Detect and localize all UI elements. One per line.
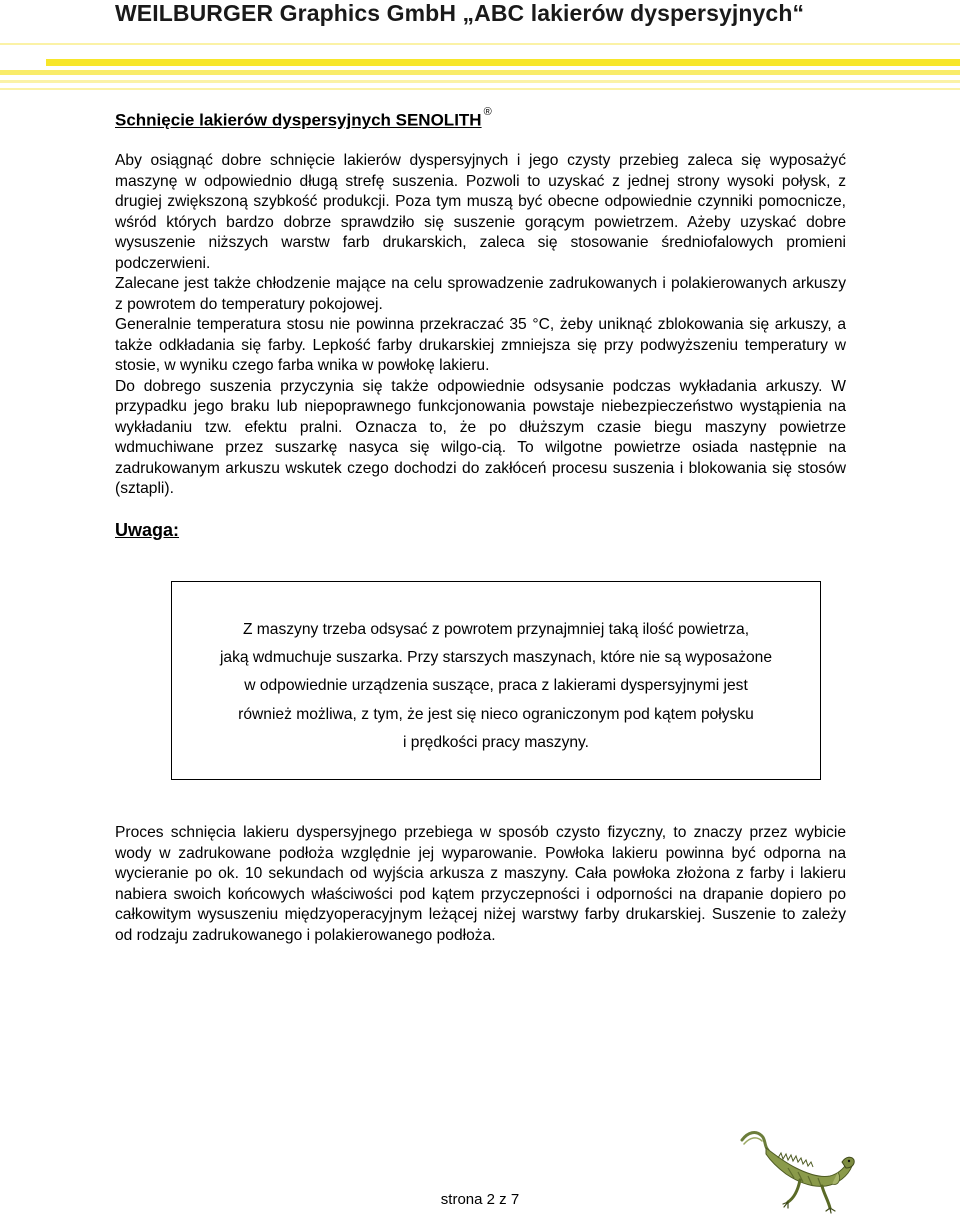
- note-line: również możliwa, z tym, że jest się nieco ograniczonym pod kątem połysku: [238, 705, 754, 723]
- section-body: [115, 151, 846, 500]
- paragraph-drying-zone: Aby osiągnąć dobre schnięcie lakierów dyspersyjnych i jego czysty przebieg zaleca się wyposażyć maszynę w odpowiednio długą strefę suszenia. Pozwoli to uzyskać z jednej strony wysoki połysk, z drugiej zwiększoną szybkość produkcji. Poza tym muszą być obecne odpowiednie czynniki pomocnicze, wśród których bardzo dobrze sprawdziło się suszenie gorącym powietrzem. Ażeby uzyskać dobre wysuszenie niższych warstw farb drukarskich, zaleca się stosowanie średniofalowych promieni podczerwieni.: [115, 152, 846, 272]
- section-heading: [115, 106, 492, 131]
- document-header-title: WEILBURGER Graphics GmbH „ABC lakierów dyspersyjnych“: [115, 0, 805, 26]
- header-stripe-middle: [0, 70, 960, 75]
- paragraph-stack-temperature: Generalnie temperatura stosu nie powinna przekraczać 35 °C, żeby uniknąć zblokowania się arkuszy, a także odkładania się farby. Lepkość farby drukarskiej zmniejsza się przy podwyższeniu temperatury w stosie, w wyniku czego farba wnika w powłokę lakieru.: [115, 316, 846, 374]
- iguana-logo-icon: [738, 1128, 856, 1214]
- page-number: strona 2 z 7: [440, 1191, 520, 1208]
- header-stripe-lower: [0, 80, 960, 83]
- note-box: [171, 581, 821, 780]
- section-heading-text: Schnięcie lakierów dyspersyjnych SENOLITH: [115, 110, 482, 130]
- header-stripe-main: [46, 59, 960, 66]
- note-heading: Uwaga:: [115, 520, 180, 540]
- note-text: [172, 616, 820, 757]
- closing-paragraph: Proces schnięcia lakieru dyspersyjnego przebiega w sposób czysto fizyczny, to znaczy przez wybicie wody w zadrukowane podłoża względnie jej wyparowanie. Powłoka lakieru powinna być odporna na wycieranie po ok. 10 sekundach od wyjścia arkusza z maszyny. Cała powłoka złożona z farby i lakieru nabiera swoich końcowych właściwości pod kątem przyczepności i odporności na drapanie dopiero po całkowitym wysuszeniu międzyoperacyjnym leżącej niżej warstwy farby drukarskiej. Suszenie to zależy od rodzaju zadrukowanego i polakierowanego podłoża.: [115, 824, 846, 944]
- note-line: i prędkości pracy maszyny.: [402, 733, 590, 751]
- note-line: jaką wdmuchuje suszarka. Przy starszych maszynach, które nie są wyposażone: [219, 649, 773, 667]
- paragraph-suction: Do dobrego suszenia przyczynia się także odpowiednie odsysanie podczas wykładania arkuszy. W przypadku jego braku lub niepoprawnego funkcjonowania powstaje niebezpieczeństwo wystąpienia na wykładaniu tzw. efektu pralni. Oznacza to, że po dłuższym czasie biegu maszyny powietrze wdmuchiwane przez suszarkę nasyca się wilgo-cią. To wilgotne powietrze osiada następnie na zadrukowanym arkuszu wskutek czego dochodzi do zakłóceń procesu suszenia i blokowania się stosów (sztapli).: [115, 377, 846, 497]
- note-line: w odpowiednie urządzenia suszące, praca z lakierami dyspersyjnymi jest: [244, 677, 748, 695]
- header-stripe-top: [0, 43, 960, 45]
- note-line: Z maszyny trzeba odsysać z powrotem przynajmniej taką ilość powietrza,: [242, 621, 750, 638]
- registered-mark: ®: [483, 106, 492, 118]
- header-stripe-bottom: [0, 88, 960, 90]
- paragraph-cooling: Zalecane jest także chłodzenie mające na celu sprowadzenie zadrukowanych i polakierowanych arkuszy z powrotem do temperatury pokojowej.: [115, 275, 846, 313]
